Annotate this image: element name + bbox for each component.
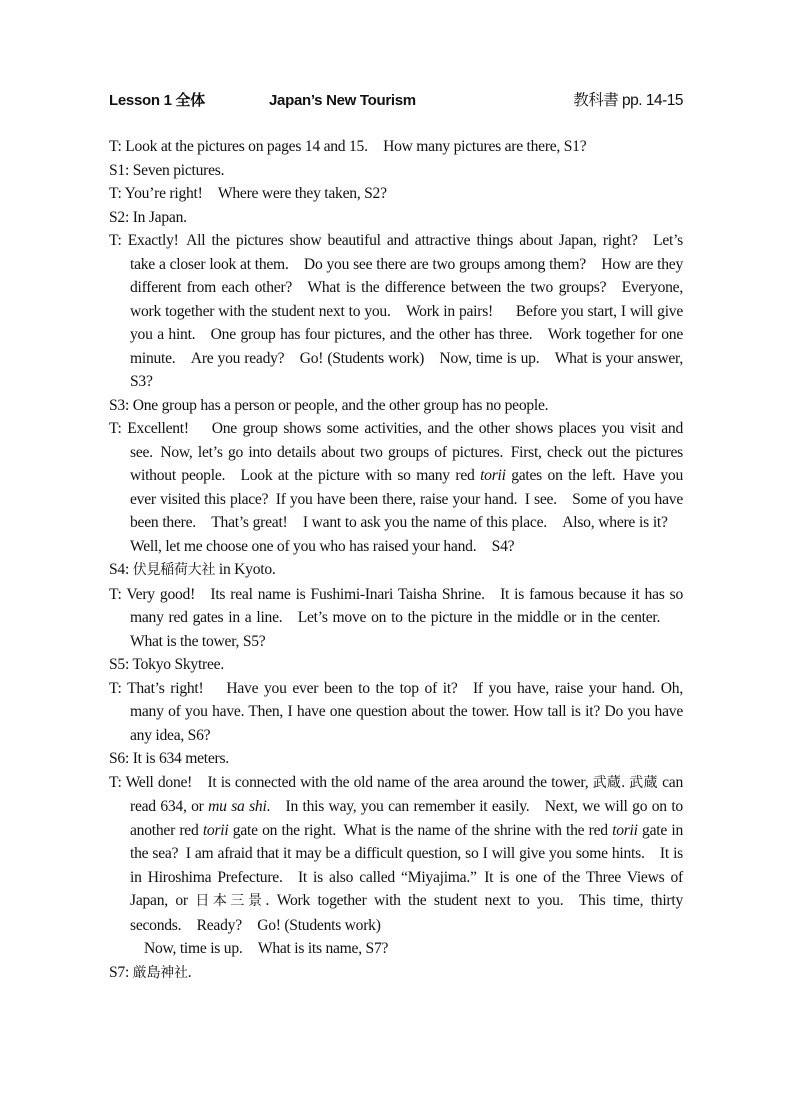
line-text: . Work together with the student next to you. This time, thirty seconds. Ready? Go! (Students work) <box>130 892 683 934</box>
speaker-label: S3: <box>109 396 130 414</box>
dialogue-line <box>109 206 683 230</box>
dialogue-line <box>109 747 683 771</box>
line-text: Well done! It is connected with the old name of the area around the tower, <box>125 773 593 791</box>
line-text: Exactly! All the pictures show beautiful and attractive things about Japan, right? Let’s take a closer look at them. Do you see there are two groups among them? How are they different from each other? What is the difference between the two groups? Everyone, work together with the student next to you. Work in pairs! Before you start, I will give you a hint. One group has four pictures, and the other has three. Work together for one minute. Are you ready? Go! (Students work) Now, time is up. What is your answer, S3? <box>127 232 684 390</box>
speaker-label: T: <box>109 420 122 437</box>
dialogue-line <box>109 159 683 183</box>
speaker-label: T: <box>109 138 122 155</box>
dialogue-line <box>109 653 683 677</box>
line-text: can read 634, or <box>130 773 683 815</box>
speaker-label: T: <box>109 585 122 603</box>
line-text: Now, time is up. What is its name, S7? <box>144 940 389 957</box>
line-text: You’re right! Where were they taken, S2? <box>124 185 387 202</box>
line-text: gates on the left. Have you ever visited this place? If you have been there, raise your hand. I see. Some of you have been there. That’s great! I want to ask you the name of this place. Also, where is it? Well, let me choose one of you who has raised your hand. S4? <box>130 467 683 555</box>
japanese-term: 伏見稲荷大社 <box>132 562 216 578</box>
line-text: in Kyoto. <box>215 561 276 578</box>
dialogue-line <box>109 677 683 748</box>
line-text: Seven pictures. <box>132 161 225 179</box>
japanese-term: 武蔵 <box>592 774 622 791</box>
line-text: . In this way, you can remember it easily. Next, we will go on to another red <box>130 798 683 839</box>
italic-term: torii <box>202 821 229 839</box>
line-text: . <box>187 963 192 981</box>
speaker-label: T: <box>109 232 122 249</box>
dialogue-line <box>109 961 683 986</box>
italic-term: torii <box>612 821 638 839</box>
dialogue-line <box>109 394 683 418</box>
japanese-term: 武蔵 <box>629 774 658 791</box>
line-text: One group has a person or people, and the other group has no people. <box>132 396 549 414</box>
speaker-label: S1: <box>109 161 130 179</box>
dialogue-line <box>109 135 683 159</box>
line-text: It is 634 meters. <box>132 750 229 767</box>
line-text: . <box>621 773 630 791</box>
worksheet-page <box>109 88 683 985</box>
speaker-label: S6: <box>109 750 130 767</box>
line-text: In Japan. <box>132 208 187 226</box>
dialogue-line <box>109 417 683 558</box>
speaker-label: S4: <box>109 561 130 578</box>
dialogue-script <box>109 135 683 985</box>
dialogue-line <box>109 771 683 961</box>
dialogue-line <box>109 182 683 206</box>
speaker-label: T: <box>109 185 122 202</box>
lesson-title: Japan’s New Tourism <box>269 92 416 109</box>
speaker-label: S5: <box>109 656 130 673</box>
speaker-label: T: <box>109 773 122 791</box>
speaker-label: S7: <box>109 963 130 981</box>
italic-term: torii <box>480 467 506 484</box>
line-text: gate on the right. What is the name of the shrine with the red <box>228 821 613 839</box>
lesson-label: Lesson 1 全体 <box>109 92 205 109</box>
line-text: Very good! Its real name is Fushimi-Inari Taisha Shrine. It is famous because it has so many red gates in a line. Let’s move on to the picture in the middle or in the center. What is the tower, S5? <box>126 585 683 650</box>
textbook-pages: 教科書 pp. 14-15 <box>573 92 683 109</box>
line-text: Tokyo Skytree. <box>132 656 224 673</box>
dialogue-line <box>109 558 683 583</box>
japanese-term: 日本三景 <box>195 893 266 909</box>
line-text: That’s right! Have you ever been to the top of it? If you have, raise your hand. Oh, many of you have. Then, I have one question about the tower. How tall is it? Do you have any idea, S6? <box>127 679 684 744</box>
line-text: gate in the sea? I am afraid that it may be a difficult question, so I will give you some hints. It is in Hiroshima Prefecture. It is also called “Miyajima.” It is one of the Three Views of Japan, or <box>130 821 683 909</box>
speaker-label: S2: <box>109 208 130 226</box>
line-text: Excellent! One group shows some activities, and the other shows places you visit and see. Now, let’s go into details about two groups of pictures. First, check out the pictures without people. Look at the picture with so many red <box>127 420 684 484</box>
italic-term: mu sa shi <box>208 798 267 815</box>
japanese-term: 厳島神社 <box>132 964 188 981</box>
speaker-label: T: <box>109 679 122 697</box>
dialogue-line <box>109 229 683 394</box>
line-text: Look at the pictures on pages 14 and 15. How many pictures are there, S1? <box>125 138 587 155</box>
lesson-header <box>109 88 683 112</box>
dialogue-line <box>109 583 683 654</box>
